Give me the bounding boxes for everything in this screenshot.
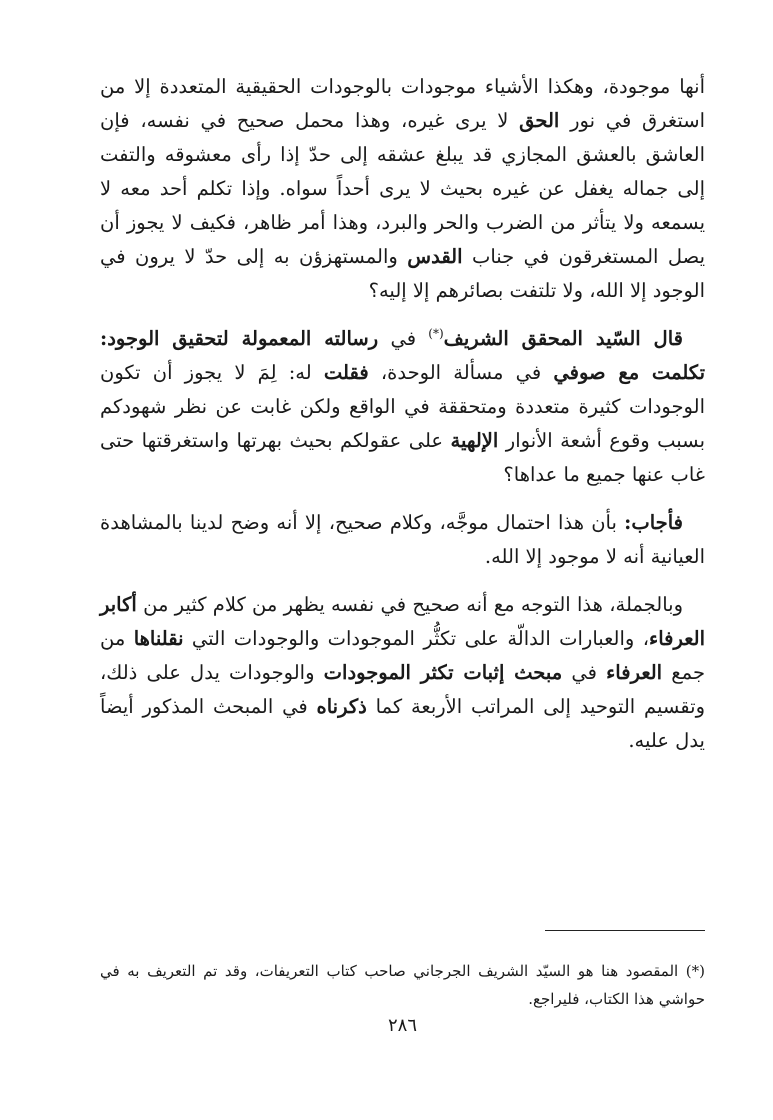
text-run: له: لِمَ لا يجوز أن تكون الوجودات كثيرة متعددة ومتحققة في الواقع ولكن غابت عن نظر شهودكم بسبب وقوع أشعة الأنوار [100, 361, 705, 452]
bold-fa-ajab: فأجاب: [624, 511, 683, 534]
text-run: لا يرى غيره، وهذا محمل صحيح في نفسه، فإن العاشق بالعشق المجازي قد يبلغ عشقه إلى حدّ إذا رأى معشوقه والتفت إلى جماله يغفل عن غيره بحيث لا يرى أحداً سواه. وإذا تكلم أحد معه لا يسمعه ولا يتأثر من الضرب والحر والبرد، وهذا أمر ظاهر، فكيف لا يجوز أن يصل المستغرقون في جناب [100, 109, 706, 268]
paragraph-4 [100, 588, 705, 758]
footnote-divider [545, 930, 705, 931]
paragraph-1 [100, 70, 705, 308]
text-run: والوجودات يدل على ذلك، وتقسيم التوحيد إلى المراتب الأربعة كما [100, 661, 705, 718]
bold-term-alhaq: الحق [519, 109, 560, 132]
bold-dhakarnahu: ذكرناه [316, 695, 367, 718]
text-run: في مسألة الوحدة، [368, 361, 554, 384]
text-run: من جمع [100, 627, 705, 684]
text-run: في [562, 661, 607, 684]
book-page [100, 70, 705, 1070]
paragraph-2 [100, 322, 705, 492]
text-run: وبالجملة، هذا التوجه مع أنه صحيح في نفسه يظهر من كلام كثير من [136, 593, 683, 616]
bold-urafa: العرفاء [606, 661, 663, 684]
text-run: على عقولكم بحيث بهرتها واستغرقتها حتى غاب عنها جميع ما عداها؟ [100, 429, 705, 486]
paragraph-3 [100, 506, 705, 574]
bold-term-alquds: القدس [407, 245, 463, 268]
bold-sayyid-sharif: قال السّيد المحقق الشريف [443, 327, 683, 350]
bold-ilahiyya: الإلهية [450, 429, 499, 452]
bold-akabir: أكابر العرفاء [100, 593, 705, 650]
text-run: في [378, 327, 429, 350]
footnote: (*) المقصود هنا هو السيّد الشريف الجرجاني صاحب كتاب التعريفات، وقد تم التعريف به في حواشي هذا الكتاب، فليراجع. [100, 962, 705, 1008]
bold-faqultu: فقلت [323, 361, 369, 384]
text-run: في المبحث المذكور أيضاً يدل عليه. [100, 695, 705, 752]
text-run: أنها موجودة، وهكذا الأشياء موجودات بالوجودات الحقيقية المتعددة إلا من استغرق في نور [100, 75, 705, 132]
text-run: والمستهزؤن به إلى حدّ لا يرون في الوجود إلا الله، ولا تلتفت بصائرهم إلا إليه؟ [100, 245, 705, 302]
text-run: ، والعبارات الدالّة على تكثُّر الموجودات والوجودات التي [183, 627, 650, 650]
bold-naqalnaha: نقلناها [133, 627, 184, 650]
footnote-marker: (*) [428, 326, 444, 341]
bold-mabhath: مبحث إثبات تكثر الموجودات [323, 661, 563, 684]
text-run: بأن هذا احتمال موجَّه، وكلام صحيح، إلا أنه وضح لدينا بالمشاهدة العيانية أنه لا موجود إلا الله. [100, 511, 705, 568]
page-number: ٢٨٦ [387, 1015, 417, 1036]
bold-risala: رسالته المعمولة لتحقيق الوجود: تكلمت مع صوفي [100, 327, 706, 384]
